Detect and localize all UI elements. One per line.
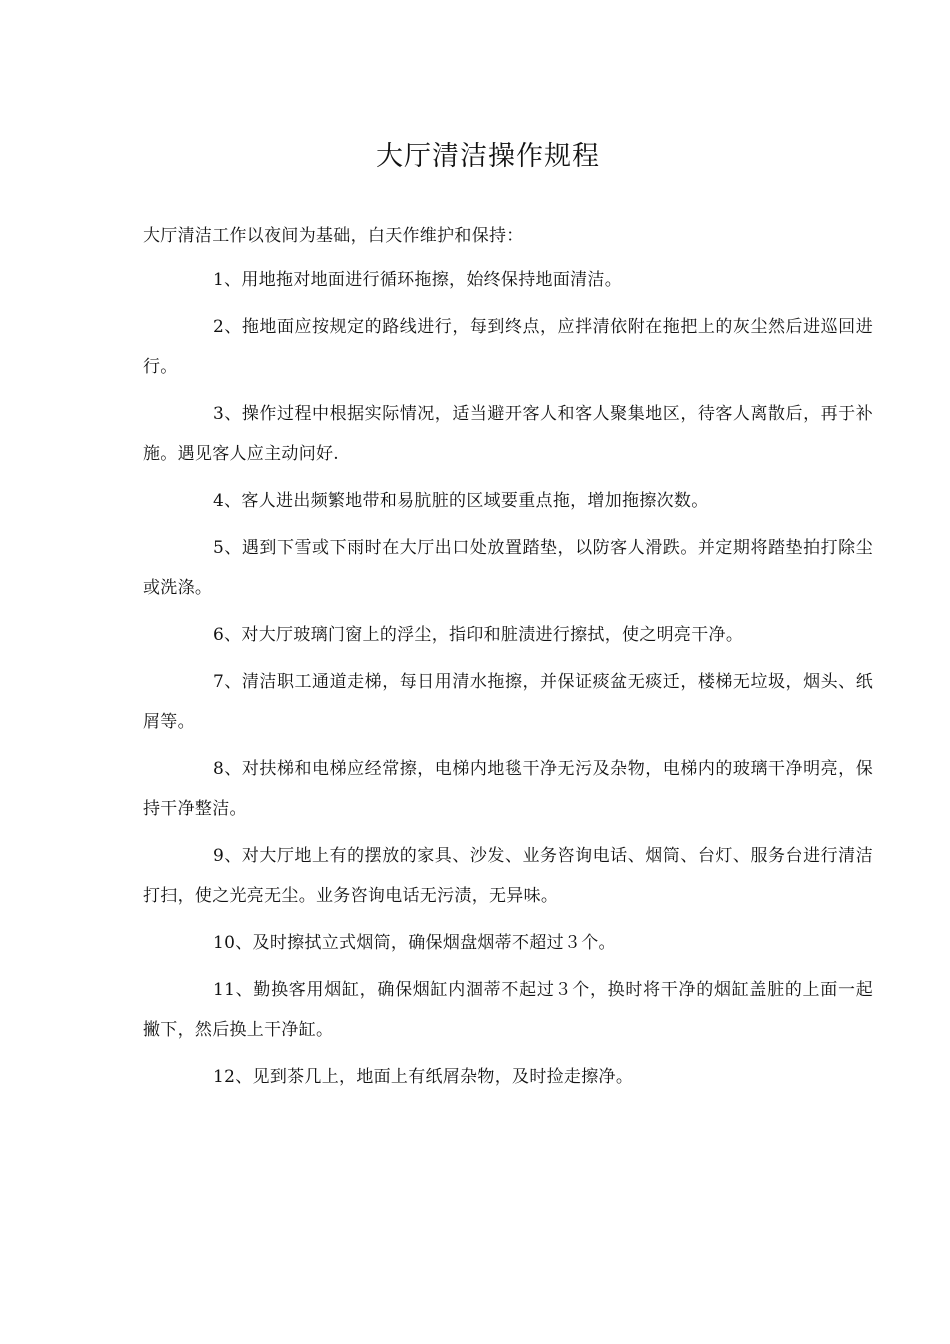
- procedure-item-10: 10、及时擦拭立式烟筒，确保烟盘烟蒂不超过３个。: [213, 933, 616, 953]
- procedure-item-2: 2、拖地面应按规定的路线进行，每到终点，应拌清依附在拖把上的灰尘然后进巡回进行。: [143, 317, 873, 377]
- intro-paragraph: 大厅清洁工作以夜间为基础，白天作维护和保持：: [143, 226, 524, 246]
- procedure-item-5: 5、遇到下雪或下雨时在大厅出口处放置踏垫，以防客人滑跌。并定期将踏垫拍打除尘或洗涤。: [143, 538, 873, 598]
- procedure-item-9: 9、对大厅地上有的摆放的家具、沙发、业务咨询电话、烟筒、台灯、服务台进行清洁打扫，使之光亮无尘。业务咨询电话无污渍，无异味。: [143, 846, 873, 906]
- procedure-item-1: 1、用地拖对地面进行循环拖擦，始终保持地面清洁。: [213, 270, 623, 290]
- procedure-item-7: 7、清洁职工通道走梯，每日用清水拖擦，并保证痰盆无痰迁，楼梯无垃圾，烟头、纸屑等。: [143, 672, 873, 732]
- procedure-item-6: 6、对大厅玻璃门窗上的浮尘，指印和脏渍进行擦拭，使之明亮干净。: [213, 625, 744, 645]
- procedure-item-11: 11、勤换客用烟缸，确保烟缸内涸蒂不起过３个，换时将干净的烟缸盖脏的上面一起撇下，然后换上干净缸。: [143, 980, 873, 1040]
- procedure-item-8: 8、对扶梯和电梯应经常擦，电梯内地毯干净无污及杂物，电梯内的玻璃干净明亮，保持干净整洁。: [143, 759, 873, 819]
- document-title: 大厅清洁操作规程: [376, 141, 600, 172]
- procedure-item-12: 12、见到茶几上，地面上有纸屑杂物，及时捡走擦净。: [213, 1067, 634, 1087]
- document-body: [143, 216, 873, 1104]
- procedure-item-3: 3、操作过程中根据实际情况，适当避开客人和客人聚集地区，待客人离散后，再于补施。遇见客人应主动问好.: [143, 404, 873, 464]
- procedure-item-4: 4、客人进出频繁地带和易肮脏的区域要重点拖，增加拖擦次数。: [213, 491, 709, 511]
